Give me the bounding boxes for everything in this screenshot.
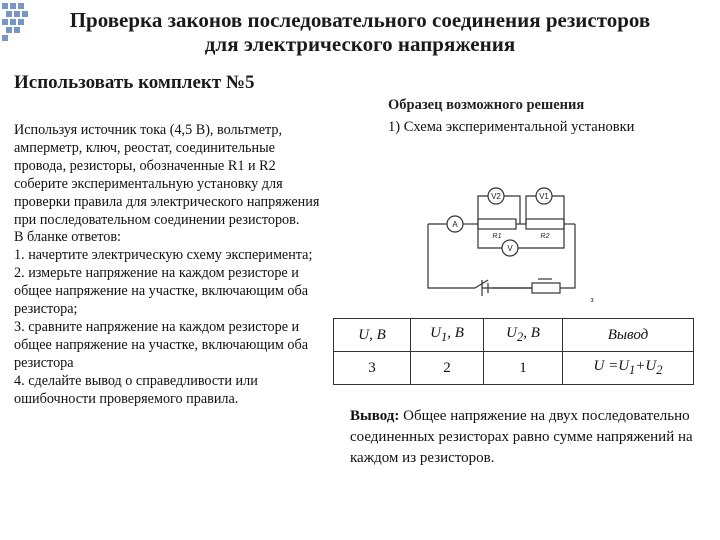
cell-u1-value: 2 [411,352,484,385]
cell-u2-value: 1 [484,352,563,385]
v1-label: V1 [539,192,549,201]
task-step: 2. измерьте напряжение на каждом резисторе и общее напряжение на участке, включающим оба резистора; [14,265,309,318]
task-paragraph: Используя источник тока (4,5 В), вольтметр, амперметр, ключ, реостат, соединительные провода, резисторы, обозначенные R1 и R2 соберите экспериментальную установку для проверки правила для электрического напряжения при последовательном соединении резисторов. [14,122,320,228]
table-row [334,352,694,385]
task-step: 4. сделайте вывод о справедливости или ошибочности проверяемого правила. [14,372,258,407]
kit-subtitle: Использовать комплект №5 [14,72,255,93]
cell-formula: $U =U_1+U_2$ [563,352,694,385]
resistor-r2 [526,219,564,229]
conclusion-text: Общее напряжение на двух последовательно соединенных резисторах равно сумме напряжений на каждом из резисторов. [350,408,693,466]
title-line-2: для электрического напряжения [204,32,516,56]
task-step: 3. сравните напряжение на каждом резисторе и общее напряжение на участке, включающим оба резистора [14,318,309,371]
sample-heading: Образец возможного решения [388,97,585,113]
table-header-row [334,319,694,352]
scheme-caption: 1) Схема экспериментальной установки [388,119,635,135]
conclusion-label: Вывод: [350,408,400,424]
header-cell-u1: $U_1$, В [411,319,484,352]
title-line-1: Проверка законов последовательного соединения резисторов [69,8,651,32]
header-cell-u: U, В [334,319,411,352]
task-description [14,122,324,409]
header-cell-conclusion: Вывод [563,319,694,352]
r2-label: R2 [540,233,550,240]
rheostat-symbol [532,283,560,293]
conclusion-block [350,406,695,469]
resistor-r1 [478,219,516,229]
circuit-diagram [420,176,595,311]
r1-label: R1 [492,233,502,240]
ammeter-label: A [452,220,458,229]
v-label: V [507,244,513,253]
answers-heading: В бланке ответов: [14,229,121,246]
cell-u-value: 3 [334,352,411,385]
diagram-mark: з [590,297,594,304]
v2-label: V2 [491,192,501,201]
task-step: 1. начертите электрическую схему эксперимента; [14,247,313,264]
header-cell-u2: $U_2$, В [484,319,563,352]
results-table [333,318,694,385]
page-title [0,8,720,56]
